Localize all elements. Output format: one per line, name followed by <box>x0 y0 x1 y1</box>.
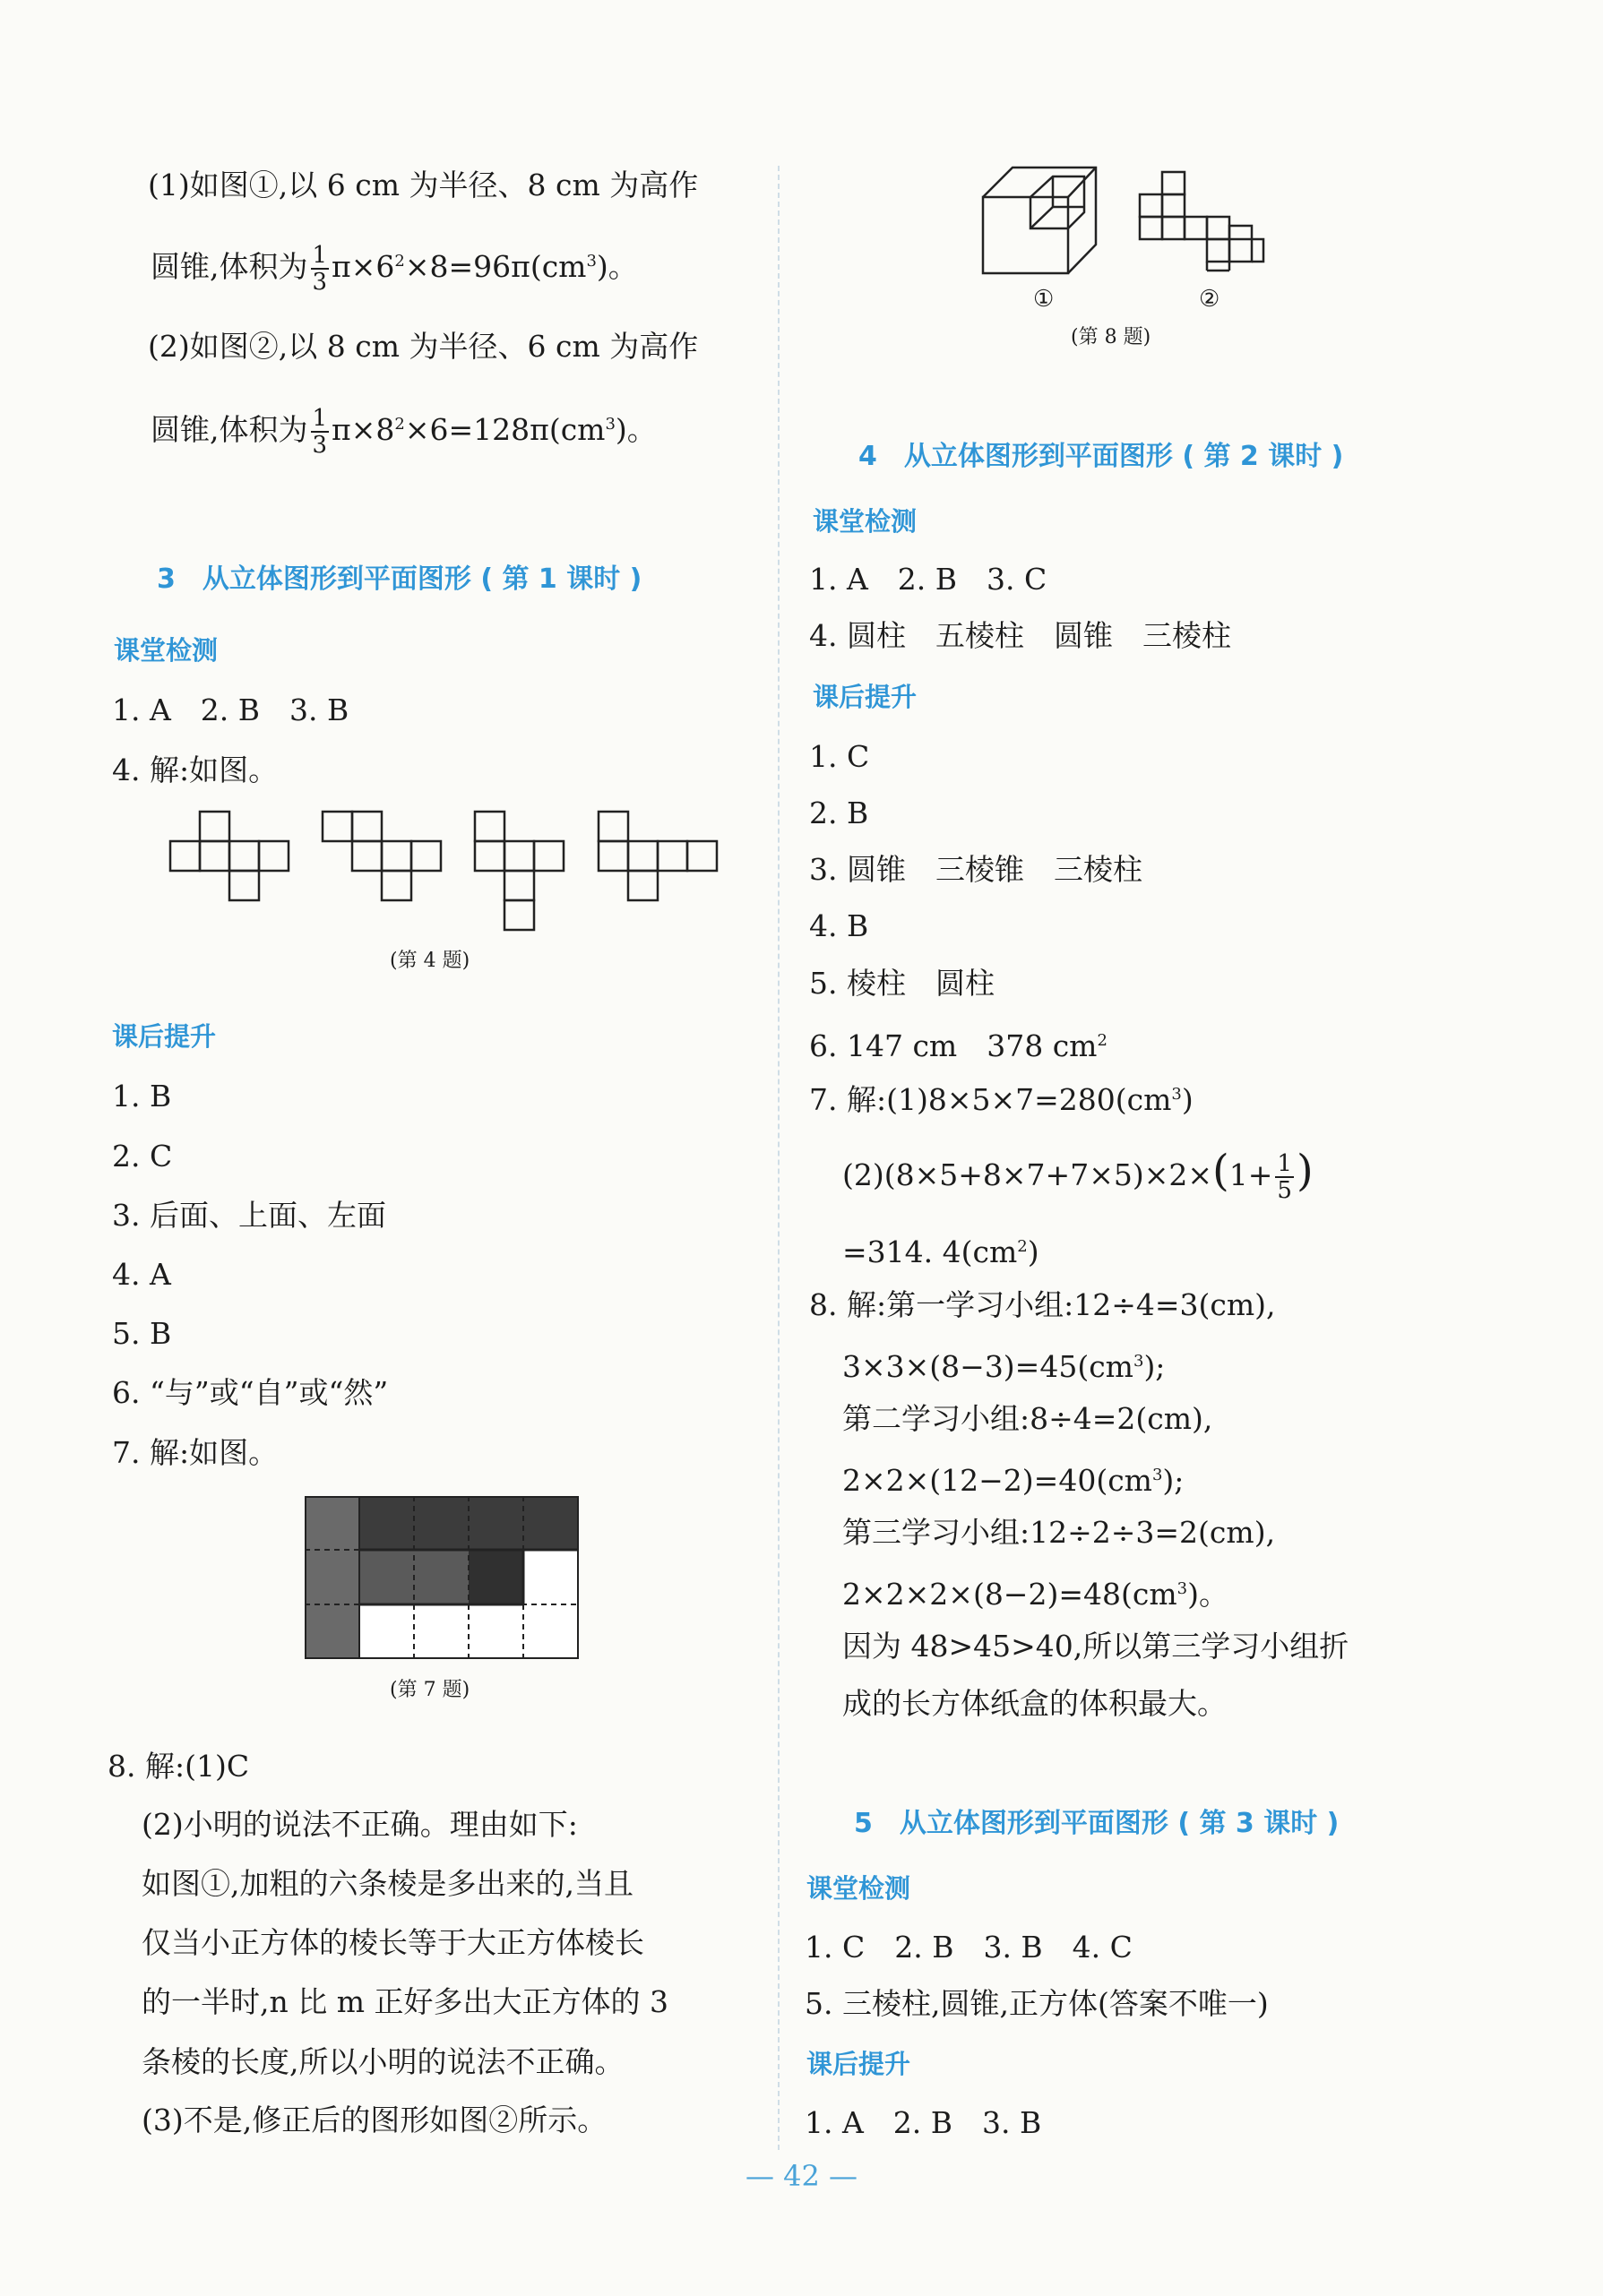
answer-line: 1. A 2. B 3. B <box>112 692 349 727</box>
fraction: $\frac{1}{5}$ <box>1277 1150 1292 1204</box>
text-line: (1)如图①,以 6 cm 为半径、8 cm 为高作 <box>148 168 699 202</box>
figure-caption: (第 7 题) <box>390 1679 470 1701</box>
answer-line: 1. B <box>112 1079 172 1114</box>
figure-caption: (第 8 题) <box>1071 326 1151 348</box>
text-line: 圆锥,体积为 $\frac{1}{3}$ $\pi\times 8^2\times 6=128\pi(cm^3)$。 <box>151 405 657 459</box>
answer-line: 1. A 2. B 3. C <box>809 562 1047 597</box>
section-title: 5 从立体图形到平面图形 ( 第 3 课时 ) <box>854 1808 1340 1839</box>
answer-line: 6. 147 cm 378 $cm^2$ <box>809 1028 1107 1063</box>
answer-line: (2)(8×5+8×7+7×5)×2×(1+ $\frac{1}{5}$ ) <box>842 1146 1314 1204</box>
answer-line: =314. $4(cm^2)$ <box>842 1234 1039 1269</box>
answer-line: 8. 解:第一学习小组:12÷4=3(cm), <box>809 1287 1276 1322</box>
answer-line: $3\times 3\times(8-3)=45(cm^3)$; <box>842 1349 1166 1384</box>
answer-line: 7. 解:如图。 <box>112 1435 279 1470</box>
answer-line: 8. 解:(1)C <box>108 1749 250 1784</box>
answer-line: 6. “与”或“自”或“然” <box>112 1375 389 1410</box>
subsection-title: 课堂检测 <box>114 635 219 666</box>
answer-line: 3. 后面、上面、左面 <box>112 1198 386 1233</box>
figure-label: ② <box>1199 286 1220 313</box>
figure-7-grid <box>305 1496 582 1662</box>
answer-line: (3)不是,修正后的图形如图②所示。 <box>142 2103 608 2137</box>
answer-line: 的一半时,n 比 m 正好多出大正方体的 3 <box>142 1984 668 2019</box>
figure-caption: (第 4 题) <box>390 950 470 972</box>
answer-line: (2)小明的说法不正确。理由如下: <box>142 1807 578 1842</box>
answer-line: 3. 圆锥 三棱锥 三棱柱 <box>809 852 1142 887</box>
answer-line: 2. C <box>112 1139 173 1174</box>
text-line: 圆锥,体积为 $\frac{1}{3}$ $\pi\times 6^2\times 8=96\pi(cm^3)$。 <box>151 242 638 296</box>
answer-line: $2\times 2\times(12-2)=40(cm^3)$; <box>842 1463 1185 1498</box>
answer-line: 4. A <box>112 1257 171 1292</box>
page-number: — 42 — <box>745 2159 858 2193</box>
answer-line: 成的长方体纸盒的体积最大。 <box>842 1686 1227 1721</box>
figure-4-nets <box>170 811 833 941</box>
answer-line: $2\times 2\times 2\times(8-2)=48(cm^3)$。 <box>842 1577 1228 1612</box>
answer-line: 4. 解:如图。 <box>112 752 279 787</box>
answer-line: 1. C 2. B 3. B 4. C <box>805 1930 1133 1965</box>
text-line: (2)如图②,以 8 cm 为半径、6 cm 为高作 <box>148 329 699 364</box>
subsection-title: 课堂检测 <box>813 506 918 537</box>
fraction: $\frac{1}{3}$ <box>312 242 328 296</box>
answer-line: 4. 圆柱 五棱柱 圆锥 三棱柱 <box>809 618 1231 653</box>
subsection-title: 课后提升 <box>813 682 918 712</box>
answer-line: 5. B <box>112 1316 172 1351</box>
answer-line: 第二学习小组:8÷4=2(cm), <box>842 1401 1213 1436</box>
figure-label: ① <box>1033 286 1055 313</box>
answer-line: 条棱的长度,所以小明的说法不正确。 <box>142 2044 625 2079</box>
answer-line: 1. A 2. B 3. B <box>805 2105 1042 2140</box>
answer-line: 7. 解$:(1)8\times 5\times 7=280(cm^3)$ <box>809 1082 1194 1117</box>
answer-line: 4. B <box>809 908 869 943</box>
column-divider <box>778 166 780 2150</box>
answer-line: 仅当小正方体的棱长等于大正方体棱长 <box>142 1925 644 1960</box>
answer-line: 5. 棱柱 圆柱 <box>809 966 995 1001</box>
answer-line: 5. 三棱柱,圆锥,正方体(答案不唯一) <box>805 1986 1269 2021</box>
section-title: 3 从立体图形到平面图形 ( 第 1 课时 ) <box>157 563 642 595</box>
figure-8-cube <box>981 166 1107 278</box>
answer-line: 因为 48>45>40,所以第三学习小组折 <box>842 1629 1349 1664</box>
subsection-title: 课后提升 <box>806 2049 911 2079</box>
fraction: $\frac{1}{3}$ <box>312 405 328 459</box>
answer-line: 1. C <box>809 739 870 774</box>
section-title: 4 从立体图形到平面图形 ( 第 2 课时 ) <box>858 441 1344 472</box>
answer-line: 第三学习小组:12÷2÷3=2(cm), <box>842 1515 1276 1550</box>
figure-8-net <box>1138 170 1290 273</box>
answer-line: 2. B <box>809 795 869 830</box>
subsection-title: 课堂检测 <box>806 1873 911 1904</box>
answer-line: 如图①,加粗的六条棱是多出来的,当且 <box>142 1866 633 1901</box>
subsection-title: 课后提升 <box>112 1021 217 1052</box>
